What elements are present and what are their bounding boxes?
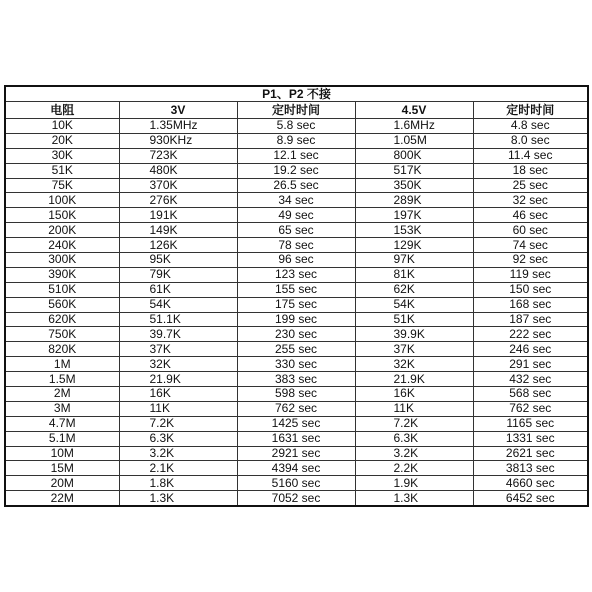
- cell-time-4-5v: 568 sec: [473, 387, 588, 402]
- cell-frequency-4-5v: 129K: [355, 238, 473, 253]
- table-row: [5, 476, 588, 491]
- cell-frequency-4-5v: 800K: [355, 148, 473, 163]
- cell-time-3v: 5.8 sec: [237, 119, 355, 134]
- cell-resistance: 300K: [5, 253, 119, 268]
- cell-resistance: 1.5M: [5, 372, 119, 387]
- cell-frequency-4-5v: 51K: [355, 312, 473, 327]
- cell-frequency-3v: 51.1K: [119, 312, 237, 327]
- cell-resistance: 5.1M: [5, 431, 119, 446]
- table-row: [5, 163, 588, 178]
- header-3v: 3V: [119, 102, 237, 119]
- cell-time-4-5v: 18 sec: [473, 163, 588, 178]
- cell-frequency-4-5v: 1.9K: [355, 476, 473, 491]
- cell-time-3v: 255 sec: [237, 342, 355, 357]
- cell-frequency-3v: 32K: [119, 357, 237, 372]
- cell-resistance: 10K: [5, 119, 119, 134]
- table-row: [5, 267, 588, 282]
- cell-frequency-3v: 930KHz: [119, 133, 237, 148]
- table-row: [5, 148, 588, 163]
- table-row: [5, 297, 588, 312]
- cell-frequency-4-5v: 62K: [355, 282, 473, 297]
- cell-time-3v: 230 sec: [237, 327, 355, 342]
- cell-resistance: 100K: [5, 193, 119, 208]
- cell-time-4-5v: 4.8 sec: [473, 119, 588, 134]
- table-row: [5, 431, 588, 446]
- cell-frequency-4-5v: 2.2K: [355, 461, 473, 476]
- cell-time-3v: 330 sec: [237, 357, 355, 372]
- cell-time-3v: 383 sec: [237, 372, 355, 387]
- cell-resistance: 4.7M: [5, 416, 119, 431]
- cell-time-4-5v: 60 sec: [473, 223, 588, 238]
- cell-frequency-4-5v: 39.9K: [355, 327, 473, 342]
- cell-time-3v: 2921 sec: [237, 446, 355, 461]
- header-4-5v: 4.5V: [355, 102, 473, 119]
- cell-frequency-3v: 37K: [119, 342, 237, 357]
- cell-frequency-4-5v: 11K: [355, 401, 473, 416]
- table-title: P1、P2 不接: [5, 86, 588, 102]
- cell-frequency-3v: 95K: [119, 253, 237, 268]
- cell-resistance: 15M: [5, 461, 119, 476]
- table-body: [5, 119, 588, 507]
- header-resistance: 电阻: [5, 102, 119, 119]
- cell-time-4-5v: 1331 sec: [473, 431, 588, 446]
- cell-time-3v: 26.5 sec: [237, 178, 355, 193]
- cell-frequency-3v: 723K: [119, 148, 237, 163]
- cell-frequency-3v: 1.8K: [119, 476, 237, 491]
- cell-frequency-3v: 11K: [119, 401, 237, 416]
- cell-frequency-4-5v: 21.9K: [355, 372, 473, 387]
- table-row: [5, 178, 588, 193]
- cell-frequency-4-5v: 3.2K: [355, 446, 473, 461]
- cell-frequency-4-5v: 289K: [355, 193, 473, 208]
- cell-resistance: 20K: [5, 133, 119, 148]
- table-row: [5, 372, 588, 387]
- cell-resistance: 2M: [5, 387, 119, 402]
- cell-frequency-4-5v: 32K: [355, 357, 473, 372]
- cell-frequency-4-5v: 197K: [355, 208, 473, 223]
- cell-resistance: 390K: [5, 267, 119, 282]
- table-row: [5, 342, 588, 357]
- cell-time-4-5v: 4660 sec: [473, 476, 588, 491]
- cell-time-4-5v: 2621 sec: [473, 446, 588, 461]
- table-row: [5, 223, 588, 238]
- cell-resistance: 200K: [5, 223, 119, 238]
- cell-frequency-4-5v: 1.3K: [355, 491, 473, 506]
- table-row: [5, 193, 588, 208]
- cell-time-3v: 4394 sec: [237, 461, 355, 476]
- cell-resistance: 75K: [5, 178, 119, 193]
- cell-frequency-3v: 126K: [119, 238, 237, 253]
- table-row: [5, 327, 588, 342]
- cell-resistance: 240K: [5, 238, 119, 253]
- table-row: [5, 312, 588, 327]
- cell-time-4-5v: 762 sec: [473, 401, 588, 416]
- cell-frequency-3v: 276K: [119, 193, 237, 208]
- cell-time-3v: 199 sec: [237, 312, 355, 327]
- header-row: [5, 102, 588, 119]
- cell-time-4-5v: 246 sec: [473, 342, 588, 357]
- cell-time-3v: 1425 sec: [237, 416, 355, 431]
- cell-time-4-5v: 150 sec: [473, 282, 588, 297]
- cell-frequency-3v: 149K: [119, 223, 237, 238]
- cell-time-4-5v: 187 sec: [473, 312, 588, 327]
- cell-frequency-4-5v: 517K: [355, 163, 473, 178]
- cell-time-3v: 762 sec: [237, 401, 355, 416]
- cell-time-3v: 598 sec: [237, 387, 355, 402]
- cell-resistance: 620K: [5, 312, 119, 327]
- table-row: [5, 461, 588, 476]
- cell-time-3v: 175 sec: [237, 297, 355, 312]
- cell-frequency-3v: 1.35MHz: [119, 119, 237, 134]
- cell-frequency-3v: 79K: [119, 267, 237, 282]
- cell-time-4-5v: 119 sec: [473, 267, 588, 282]
- cell-resistance: 3M: [5, 401, 119, 416]
- table-row: [5, 208, 588, 223]
- cell-resistance: 150K: [5, 208, 119, 223]
- cell-time-4-5v: 92 sec: [473, 253, 588, 268]
- table-row: [5, 133, 588, 148]
- cell-time-4-5v: 291 sec: [473, 357, 588, 372]
- cell-time-3v: 34 sec: [237, 193, 355, 208]
- cell-frequency-4-5v: 6.3K: [355, 431, 473, 446]
- cell-frequency-4-5v: 81K: [355, 267, 473, 282]
- cell-frequency-3v: 2.1K: [119, 461, 237, 476]
- cell-time-4-5v: 432 sec: [473, 372, 588, 387]
- cell-time-3v: 19.2 sec: [237, 163, 355, 178]
- cell-time-4-5v: 8.0 sec: [473, 133, 588, 148]
- cell-time-4-5v: 3813 sec: [473, 461, 588, 476]
- header-timing-3v: 定时时间: [237, 102, 355, 119]
- cell-resistance: 820K: [5, 342, 119, 357]
- cell-time-4-5v: 46 sec: [473, 208, 588, 223]
- cell-resistance: 510K: [5, 282, 119, 297]
- table-row: [5, 491, 588, 506]
- table-row: [5, 238, 588, 253]
- cell-frequency-3v: 480K: [119, 163, 237, 178]
- cell-time-3v: 5160 sec: [237, 476, 355, 491]
- cell-time-4-5v: 11.4 sec: [473, 148, 588, 163]
- table-row: [5, 416, 588, 431]
- cell-frequency-3v: 16K: [119, 387, 237, 402]
- cell-frequency-4-5v: 54K: [355, 297, 473, 312]
- cell-frequency-4-5v: 153K: [355, 223, 473, 238]
- cell-time-3v: 12.1 sec: [237, 148, 355, 163]
- table-row: [5, 119, 588, 134]
- cell-frequency-4-5v: 1.05M: [355, 133, 473, 148]
- cell-frequency-3v: 191K: [119, 208, 237, 223]
- cell-resistance: 20M: [5, 476, 119, 491]
- cell-frequency-3v: 39.7K: [119, 327, 237, 342]
- cell-time-4-5v: 6452 sec: [473, 491, 588, 506]
- cell-time-3v: 96 sec: [237, 253, 355, 268]
- cell-frequency-4-5v: 16K: [355, 387, 473, 402]
- table-row: [5, 282, 588, 297]
- table-row: [5, 446, 588, 461]
- cell-resistance: 30K: [5, 148, 119, 163]
- header-timing-4-5v: 定时时间: [473, 102, 588, 119]
- cell-time-4-5v: 32 sec: [473, 193, 588, 208]
- cell-frequency-4-5v: 1.6MHz: [355, 119, 473, 134]
- cell-time-4-5v: 74 sec: [473, 238, 588, 253]
- title-row: [5, 86, 588, 102]
- resistor-timing-table: [4, 85, 589, 507]
- cell-frequency-3v: 6.3K: [119, 431, 237, 446]
- cell-time-4-5v: 25 sec: [473, 178, 588, 193]
- cell-frequency-3v: 370K: [119, 178, 237, 193]
- cell-frequency-3v: 21.9K: [119, 372, 237, 387]
- cell-frequency-4-5v: 37K: [355, 342, 473, 357]
- cell-frequency-3v: 1.3K: [119, 491, 237, 506]
- cell-time-4-5v: 1165 sec: [473, 416, 588, 431]
- table-row: [5, 401, 588, 416]
- cell-frequency-3v: 61K: [119, 282, 237, 297]
- cell-time-3v: 65 sec: [237, 223, 355, 238]
- cell-resistance: 10M: [5, 446, 119, 461]
- cell-time-4-5v: 168 sec: [473, 297, 588, 312]
- cell-time-3v: 8.9 sec: [237, 133, 355, 148]
- cell-frequency-3v: 54K: [119, 297, 237, 312]
- table-row: [5, 387, 588, 402]
- cell-time-3v: 7052 sec: [237, 491, 355, 506]
- cell-time-4-5v: 222 sec: [473, 327, 588, 342]
- cell-time-3v: 1631 sec: [237, 431, 355, 446]
- cell-frequency-4-5v: 97K: [355, 253, 473, 268]
- cell-resistance: 560K: [5, 297, 119, 312]
- cell-resistance: 22M: [5, 491, 119, 506]
- cell-time-3v: 123 sec: [237, 267, 355, 282]
- cell-resistance: 51K: [5, 163, 119, 178]
- table-row: [5, 253, 588, 268]
- cell-frequency-4-5v: 7.2K: [355, 416, 473, 431]
- cell-time-3v: 49 sec: [237, 208, 355, 223]
- cell-time-3v: 78 sec: [237, 238, 355, 253]
- table-row: [5, 357, 588, 372]
- cell-time-3v: 155 sec: [237, 282, 355, 297]
- cell-frequency-3v: 7.2K: [119, 416, 237, 431]
- cell-resistance: 750K: [5, 327, 119, 342]
- cell-resistance: 1M: [5, 357, 119, 372]
- cell-frequency-4-5v: 350K: [355, 178, 473, 193]
- cell-frequency-3v: 3.2K: [119, 446, 237, 461]
